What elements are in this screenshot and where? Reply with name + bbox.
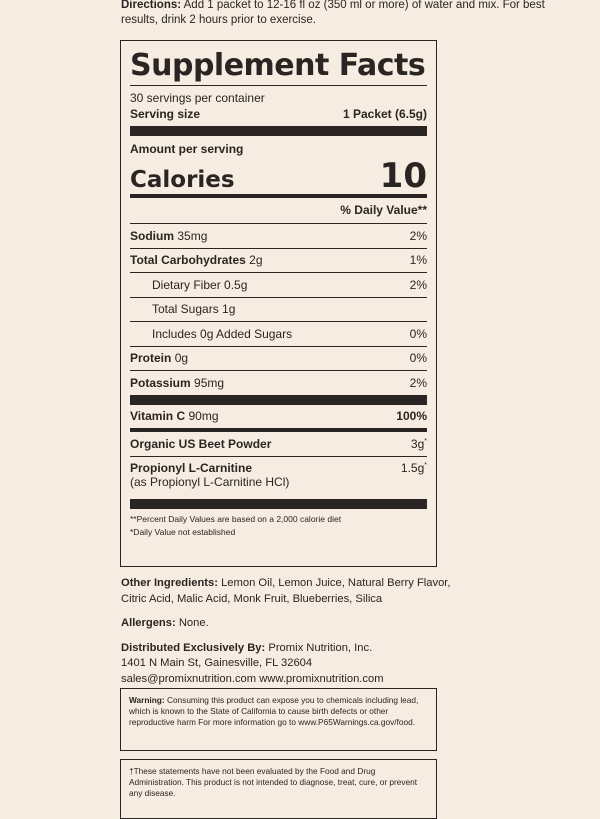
nutrient-dv: 0% [409, 351, 427, 366]
nutrient-row: Protein 0g 0% [130, 347, 427, 372]
beet-amount: 3g [410, 436, 425, 451]
calories-row [130, 156, 427, 194]
nutrient-dv: 2% [409, 375, 427, 390]
serving-size-label: Serving size [130, 107, 201, 121]
nutrient-dv: 2% [409, 228, 427, 243]
calories-label: Calories [130, 167, 235, 193]
vitamin-c-row: Vitamin C 90mg 100% [130, 409, 427, 424]
distributor: Distributed Exclusively By: Promix Nutrition, Inc. 1401 N Main St, Gainesville, FL 32604 sales@promixnutrition.com www.promixnutrition.com [121, 641, 451, 688]
nutrient-dv: 1% [409, 253, 427, 268]
nutrient-row: Sodium 35mg 2% [130, 224, 427, 249]
carnitine-label: Propionyl L-Carnitine [130, 460, 253, 475]
servings-per-container: 30 servings per container [130, 91, 265, 105]
serving-size-row [130, 106, 427, 122]
distributor-contact: sales@promixnutrition.com www.promixnutrition.com [121, 672, 384, 685]
carnitine-amount: 1.5g [400, 460, 425, 475]
footnotes [130, 513, 427, 539]
footnote-percent-dv: **Percent Daily Values are based on a 2,000 calorie diet [130, 513, 342, 524]
directions-label: Directions: [121, 0, 182, 11]
prop65-warning: Warning: Consuming this product can expose you to chemicals including lead, which is known to the State of California to cause birth defects or other reproductive harm For more information go to www.P65Warnings.ca.gov/food. [120, 688, 437, 751]
nutrient-row: Total Carbohydrates 2g 1% [130, 249, 427, 274]
directions-body: Add 1 packet to 12-16 fl oz (350 ml or more) of water and mix. For best results, drink 2 hours prior to exercise. [121, 0, 545, 26]
vitamin-c-dv: 100% [396, 409, 427, 424]
beet-powder-row: Organic US Beet Powder 3g* [130, 432, 427, 457]
product-info [121, 576, 451, 687]
distributor-address: 1401 N Main St, Gainesville, FL 32604 [121, 657, 313, 669]
carnitine-sub: (as Propionyl L-Carnitine HCl) [130, 474, 290, 489]
allergens: Allergens: None. [121, 617, 209, 629]
nutrient-row: Dietary Fiber 0.5g 2% [130, 273, 427, 298]
footnote-dv-not-established: *Daily Value not established [130, 526, 236, 537]
facts-title: Supplement Facts [130, 48, 426, 83]
amount-per-serving: Amount per serving [130, 142, 244, 156]
serving-size-value: 1 Packet (6.5g) [342, 107, 427, 121]
nutrient-row: Total Sugars 1g [130, 298, 427, 323]
nutrient-dv: 0% [409, 326, 427, 341]
other-ingredients: Other Ingredients: Lemon Oil, Lemon Juice, Natural Berry Flavor, Citric Acid, Malic Acid, Monk Fruit, Blueberries, Silica [121, 577, 451, 605]
nutrient-row: Potassium 95mg 2% [130, 375, 427, 390]
supplement-facts-panel [120, 40, 437, 567]
calories-value: 10 [379, 156, 427, 196]
directions-text [121, 0, 561, 28]
fda-statement: †These statements have not been evaluated by the Food and Drug Administration. This product is not intended to diagnose, treat, cure, or prevent any disease. [120, 759, 437, 819]
carnitine-row: Propionyl L-Carnitine (as Propionyl L-Carnitine HCl) 1.5g* [130, 460, 427, 489]
nutrient-row: Includes 0g Added Sugars 0% [130, 322, 427, 347]
nutrient-dv: 2% [409, 277, 427, 292]
daily-value-header: % Daily Value** [130, 198, 427, 224]
